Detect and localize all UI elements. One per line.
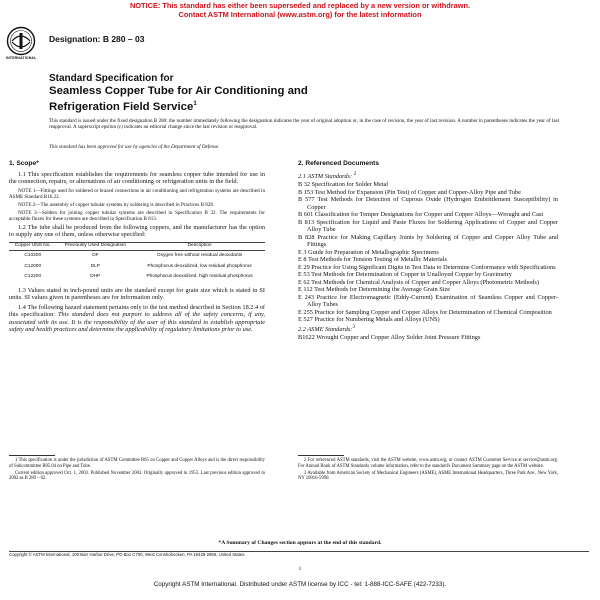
scope-1-1: 1.1 This specification establishes the requirements for seamless copper tube intended for use in the connection, repairs, or alternations of air conditioning or refrigeration units in the field. — [9, 170, 265, 185]
asme-standards-label — [298, 324, 558, 334]
scope-heading: 1. Scope* — [9, 160, 39, 167]
issue-note: This standard is issued under the fixed designation B 280; the number immediately following the designation indicates the year of original adoption or, in the case of revision, the year of last revision. A number in parentheses indicates the year of last reapproval. A superscript epsilon (ε) indicates an editorial change since the last revision or reapproval. — [49, 118, 559, 131]
refs-heading: 2. Referenced Documents — [298, 160, 379, 167]
copper-table-header-designation: Previously Used Designation — [57, 242, 135, 250]
table-row — [9, 251, 265, 262]
scope-1-4 — [9, 304, 265, 334]
table-cell: DHP — [90, 274, 101, 280]
copper-table — [9, 242, 265, 283]
footnote-1: 1 This specification is under the jurisdiction of ASTM Committee B05 on Copper and Copper Alloys and is the direct responsibility of Subcommittee B05.04 on Pipe and Tube. — [9, 458, 265, 469]
copper-table-header-uns: Copper UNS No. — [9, 242, 57, 250]
list-item: B1622 Wrought Copper and Copper Alloy Solder Joint Pressure Fittings — [298, 334, 481, 342]
list-item: E 53 Test Methods for Determination of Copper in Unalloyed Copper by Gravimetry — [298, 271, 512, 279]
title-line-2: Seamless Copper Tube for Air Conditioning and — [49, 85, 308, 97]
summary-of-changes-note: *A Summary of Changes section appears at the end of this standard. — [218, 540, 382, 546]
title-line-3 — [49, 98, 469, 114]
license-line: Copyright ASTM International. Distributed under ASTM license by ICC - tel: 1-888-ICC-SAFE (422-7233). — [153, 581, 447, 588]
designation: Designation: B 280 – 03 — [49, 34, 145, 44]
footnote-rule-right — [298, 455, 344, 456]
document-title — [49, 73, 469, 114]
list-item: B 828 Practice for Making Capillary Joints by Soldering of Copper and Copper Alloy Tube and Fittings — [298, 233, 558, 249]
title-line-1: Standard Specification for — [49, 73, 174, 84]
table-cell: Phosphorus deoxidized, low residual phosphorus — [147, 263, 252, 269]
safety-caveat: This standard does not purport to address all of the safety concerns, if any, associated with its use. It is the responsibility of the user of this standard to establish appropriate safety and health practices and determine the applicability of regulatory limitations prior to use. — [9, 311, 265, 334]
left-column — [9, 160, 265, 336]
right-column — [298, 160, 558, 342]
notice-line-2: Contact ASTM International (www.astm.org) for the latest information — [178, 9, 422, 19]
list-item: B 32 Specification for Solder Metal — [298, 181, 389, 189]
list-item: E 255 Practice for Sampling Copper and Copper Alloys for Determination of Chemical Composition — [298, 308, 552, 316]
asme-ref-list — [298, 334, 558, 342]
list-item: E 3 Guide for Preparation of Metallographic Specimens — [298, 248, 439, 256]
copper-table-header-description: Description — [134, 242, 265, 250]
table-cell: DLP — [90, 263, 100, 269]
footnote-rule-left — [9, 455, 55, 456]
asme-label-text: 2.2 ASME Standards: — [298, 325, 353, 333]
footnotes-right — [298, 458, 558, 483]
table-cell: Oxygen free without residual deoxidants — [156, 253, 243, 259]
table-cell: Phosphorus deoxidized, high residual phosphorus — [146, 274, 253, 280]
astm-logo — [6, 26, 36, 60]
scope-1-3: 1.3 Values stated in inch-pound units are the standard except for grain size which is stated in SI units. SI values given in parentheses are for information only. — [9, 286, 265, 302]
table-row — [9, 272, 265, 282]
title-footnote-mark: 1 — [193, 101, 197, 107]
astm-standards-label — [298, 171, 558, 181]
list-item: B 153 Test Method for Expansion (Pin Test) of Copper and Copper-Alloy Pipe and Tube — [298, 188, 521, 196]
scope-1-4-text: 1.4 The following hazard statement pertains only to the test method described in Section 18.2.4 of this specification: — [9, 303, 265, 319]
list-item: E 527 Practice for Numbering Metals and Alloys (UNS) — [298, 316, 440, 324]
copper-table-header — [9, 242, 265, 250]
dod-approval-note: This standard has been approved for use by agencies of the Department of Defense. — [49, 144, 220, 150]
scope-note-2: NOTE 2—The assembly of copper tubular systems by soldering is described in Practices B 828. — [18, 201, 215, 208]
astm-ref-list — [298, 181, 558, 324]
list-item: B 601 Classification for Temper Designations for Copper and Copper Alloys—Wrought and Cast — [298, 211, 544, 219]
footer-copyright: Copyright © ASTM International, 100 Barr Harbor Drive, PO Box C700, West Conshohocken, PA 19428-2959, United States. — [9, 552, 246, 557]
list-item: E 29 Practice for Using Significant Digits in Test Data to Determine Conformance with Specifications — [298, 263, 556, 271]
list-item: B 577 Test Methods for Detection of Cuprous Oxide (Hydrogen Embrittlement Susceptibility) in Copper — [298, 196, 558, 211]
title-line-3-text: Refrigeration Field Service — [49, 100, 194, 113]
table-cell: C10200 — [24, 253, 42, 259]
astm-footnote-mark: 2 — [353, 170, 357, 177]
footnote-3: 3 Available from American Society of Mechanical Engineers (ASME), ASME International Headquarters, Three Park Ave., New York, NY 10016-5990. — [298, 470, 558, 482]
list-item: E 62 Test Methods for Chemical Analysis of Copper and Copper Alloys (Photometric Methods) — [298, 278, 539, 286]
scope-note-1: NOTE 1—Fittings used for soldered or brazed connections in air conditioning and refrigeration systems are described in ASME Standard B16.22. — [9, 187, 265, 200]
supersede-notice — [0, 2, 600, 19]
scope-note-3: NOTE 3—Solders for joining copper tubular systems are described in Specification B 32. The requirements for acceptable fluxes for these systems are described in Specification B 813. — [9, 209, 265, 222]
notice-line-1: NOTICE: This standard has either been superseded and replaced by a new version or withdrawn. — [129, 1, 471, 10]
list-item: E 8 Test Methods for Tension Testing of Metallic Materials — [298, 256, 447, 264]
page-number: 1 — [298, 566, 302, 572]
table-row — [9, 262, 265, 272]
list-item: E 112 Test Methods for Determining the Average Grain Size — [298, 286, 451, 294]
table-cell: OF — [91, 253, 99, 259]
astm-logo-icon — [6, 26, 36, 56]
footnote-2: 2 For referenced ASTM standards, visit the ASTM website, www.astm.org, or contact ASTM Customer Service at service@astm.org. For Annual Book of ASTM Standards volume information, refer to the standard's Document Summary page on the ASTM website. — [298, 458, 558, 469]
scope-1-2: 1.2 The tube shall be produced from the following coppers, and the manufacturer has the option to supply any one of them, unless otherwise specified: — [9, 223, 265, 239]
footnote-1-edition: Current edition approved Oct. 1, 2003. Published November 2003. Originally approved in 1953. Last previous edition approved in 2002 as B 280 – 02. — [9, 470, 265, 482]
list-item: B 813 Specification for Liquid and Paste Fluxes for Soldering Applications of Copper and Copper Alloy Tube — [298, 218, 558, 234]
logo-wordmark: INTERNATIONAL — [6, 56, 37, 60]
astm-label-text: 2.1 ASTM Standards: — [298, 172, 353, 180]
asme-footnote-mark: 3 — [352, 323, 356, 330]
footnotes-left — [9, 458, 265, 483]
table-cell: C12200 — [24, 274, 42, 280]
list-item: E 243 Practice for Electromagnetic (Eddy-Current) Examination of Seamless Copper and Copper-Alloy Tubes — [298, 293, 558, 309]
table-cell: C12000 — [24, 263, 42, 269]
